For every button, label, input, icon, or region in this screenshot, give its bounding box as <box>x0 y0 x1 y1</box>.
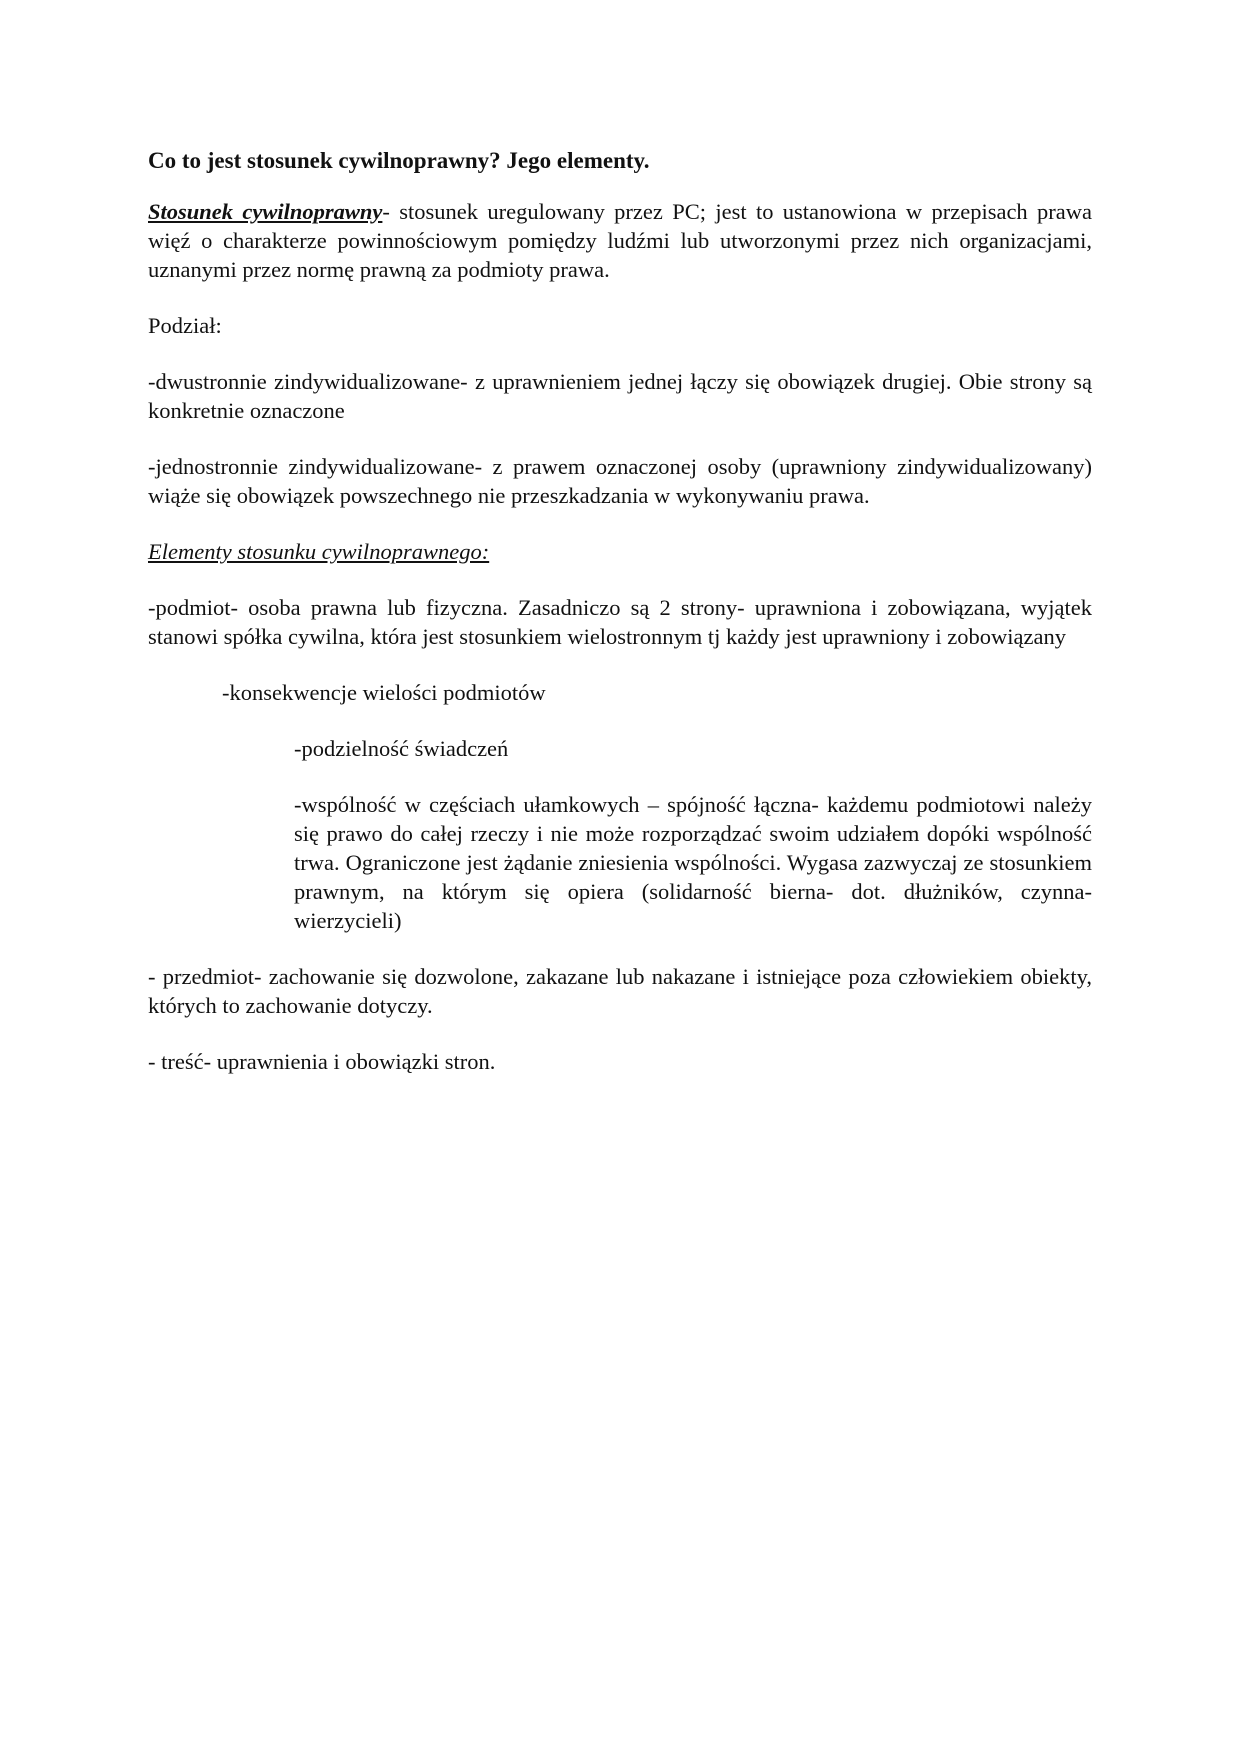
division-item-unilateral: -jednostronnie zindywidualizowane- z prawem oznaczonej osoby (uprawniony zindywidualizowany) wiąże się obowiązek powszechnego nie przeszkadzania w wykonywaniu prawa. <box>148 454 1092 508</box>
element-subject: -podmiot- osoba prawna lub fizyczna. Zasadniczo są 2 strony- uprawniona i zobowiązana, wyjątek stanowi spółka cywilna, która jest stosunkiem wielostronnym tj każdy jest uprawniony i zobowiązany <box>148 595 1092 649</box>
definition-term: Stosunek cywilnoprawny <box>148 199 383 224</box>
document-body <box>148 146 1092 1103</box>
subject-consequences: -konsekwencje wielości podmiotów <box>222 680 546 705</box>
subject-joint-ownership: -wspólność w częściach ułamkowych – spójność łączna- każdemu podmiotowi należy się prawo do całej rzeczy i nie może rozporządzać swoim udziałem dopóki wspólność trwa. Ograniczone jest żądanie zniesienia wspólności. Wygasa zazwyczaj ze stosunkiem prawnym, na którym się opiera (solidarność bierna- dot. dłużników, czynna- wierzycieli) <box>294 792 1092 933</box>
definition-text: - stosunek uregulowany przez PC; jest to ustanowiona w przepisach prawa więź o charakterze powinnościowym pomiędzy ludźmi lub utworzonymi przez nich organizacjami, uznanymi przez normę prawną za podmioty prawa. <box>148 199 1092 282</box>
document-title: Co to jest stosunek cywilnoprawny? Jego elementy. <box>148 148 650 173</box>
elements-heading: Elementy stosunku cywilnoprawnego: <box>148 539 490 564</box>
element-object: - przedmiot- zachowanie się dozwolone, zakazane lub nakazane i istniejące poza człowiekiem obiekty, których to zachowanie dotyczy. <box>148 964 1092 1018</box>
division-label: Podział: <box>148 313 222 338</box>
division-item-bilateral: -dwustronnie zindywidualizowane- z uprawnieniem jednej łączy się obowiązek drugiej. Obie strony są konkretnie oznaczone <box>148 369 1092 423</box>
element-content: - treść- uprawnienia i obowiązki stron. <box>148 1049 496 1074</box>
subject-divisibility: -podzielność świadczeń <box>294 736 509 761</box>
definition-paragraph <box>148 197 1092 284</box>
